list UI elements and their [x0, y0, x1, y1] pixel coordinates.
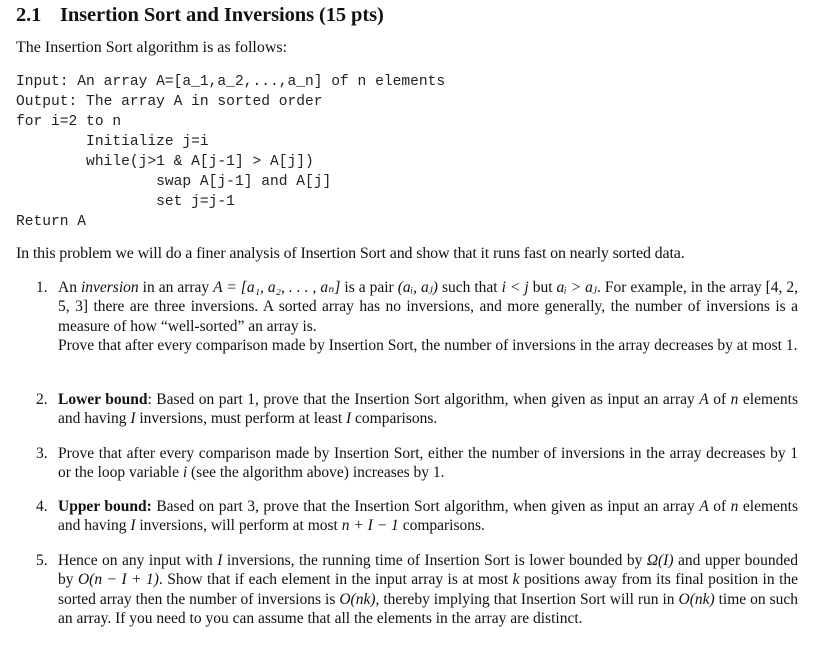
section-heading — [16, 4, 384, 27]
text: Based on part 3, prove that the Insertion Sort algorithm, when given as input an array — [151, 498, 700, 515]
math: Ω(I) — [646, 552, 674, 569]
intro-text: The Insertion Sort algorithm is as follows: — [16, 39, 288, 56]
text: . Show that if each element in the input array is at most — [158, 571, 513, 589]
math: I — [130, 517, 136, 535]
list-index: 4. — [36, 498, 48, 515]
text: elements and having — [58, 391, 798, 428]
math: aᵢ > aⱼ — [556, 279, 598, 296]
part-paragraph: Prove that after every comparison made by Insertion Sort, the number of inversions in the array decreases by at most 1. — [58, 337, 798, 355]
list-item-part-4 — [36, 497, 798, 536]
list-index: 1. — [36, 279, 48, 296]
part-body — [58, 497, 798, 536]
code-line: Output: The array A in sorted order — [16, 94, 323, 110]
code-line: Initialize j=i — [16, 134, 209, 150]
math: O(nk) — [678, 590, 715, 608]
list-index: 3. — [36, 445, 48, 462]
text: is a pair — [340, 279, 398, 296]
text: time on such an array. If you need to you can assume that all the elements in the array are distinct. — [58, 590, 798, 628]
part-paragraph — [58, 278, 798, 336]
code-line: for i=2 to n — [16, 114, 122, 130]
text: inversions, must perform at least — [135, 410, 346, 428]
problem-intro: In this problem we will do a finer analysis of Insertion Sort and show that it runs fast on nearly sorted data. — [16, 245, 685, 262]
algorithm-pseudocode — [16, 72, 445, 232]
math: n + I − 1 — [341, 517, 399, 535]
term-emphasis: inversion — [80, 279, 139, 296]
code-line: while(j>1 & A[j-1] > A[j]) — [16, 154, 314, 170]
math: n — [730, 391, 739, 408]
bold-label: Lower bound — [58, 391, 148, 408]
math: A — [699, 391, 709, 408]
math: I — [217, 552, 223, 569]
text: , thereby implying that Insertion Sort will run in — [375, 590, 679, 608]
list-index: 5. — [36, 552, 48, 569]
text: in an array — [138, 279, 214, 296]
math: I — [130, 410, 136, 428]
part-paragraph — [58, 390, 798, 429]
list-item-part-2 — [36, 390, 798, 429]
text: such that — [437, 279, 502, 296]
text: and upper bounded by — [58, 552, 798, 589]
math: A = [a₁, a₂, . . . , aₙ] — [213, 279, 341, 296]
part-body — [58, 551, 798, 629]
text: (see the algorithm above) increases by 1. — [187, 464, 445, 482]
code-line: swap A[j-1] and A[j] — [16, 174, 332, 190]
section-title: Insertion Sort and Inversions (15 pts) — [60, 4, 384, 26]
math: n — [730, 498, 739, 515]
code-line: set j=j-1 — [16, 194, 235, 210]
list-item-part-1 — [36, 278, 798, 356]
math: i — [182, 464, 188, 482]
bold-label: Upper bound: — [58, 498, 152, 515]
text: Prove that after every comparison made by Insertion Sort, either the number of inversions in the array decreases by 1 or the loop variable — [58, 445, 798, 482]
code-line: Input: An array A=[a_1,a_2,...,a_n] of n elements — [16, 74, 446, 90]
part-paragraph — [58, 444, 798, 483]
text: inversions, the running time of Insertion Sort is lower bounded by — [222, 552, 647, 569]
math: i < j — [501, 279, 529, 296]
part-paragraph — [58, 551, 798, 629]
text: An — [58, 279, 81, 296]
text: comparisons. — [351, 410, 438, 428]
text: . For example, in the array — [597, 279, 766, 296]
part-body — [58, 444, 798, 483]
list-item-part-5 — [36, 551, 798, 629]
part-body — [58, 278, 798, 356]
text: : Based on part 1, prove that the Insertion Sort algorithm, when given as input an array — [147, 391, 700, 408]
text: inversions, will perform at most — [135, 517, 342, 535]
text: elements and having — [58, 498, 798, 535]
section-number: 2.1 — [16, 4, 42, 26]
math: (aᵢ, aⱼ) — [397, 279, 438, 296]
math: O(n − I + 1) — [77, 571, 159, 589]
list-index: 2. — [36, 391, 48, 408]
list-item-part-3 — [36, 444, 798, 483]
math: I — [346, 410, 352, 428]
part-paragraph — [58, 497, 798, 536]
part-body — [58, 390, 798, 429]
math: k — [512, 571, 520, 589]
math: A — [699, 498, 709, 515]
math: [4, 2, 5, 3] — [58, 279, 799, 316]
text: there are three inversions. A sorted array has no inversions, and more generally, the number of inversions is a measure of how “well-sorted” an array is. — [58, 298, 798, 335]
text: of — [708, 498, 731, 515]
text: comparisons. — [398, 517, 485, 535]
text: but — [528, 279, 557, 296]
text: of — [708, 391, 731, 408]
text: positions away from its final position in the sorted array then the number of inversions is — [58, 571, 799, 608]
text: Hence on any input with — [58, 552, 218, 569]
code-line: Return A — [16, 214, 87, 230]
math: O(nk) — [339, 590, 376, 608]
